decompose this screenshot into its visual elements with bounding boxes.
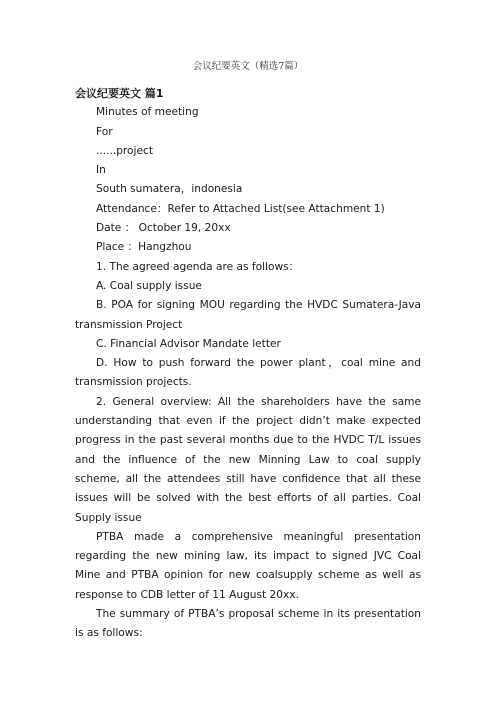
paragraph: PTBA made a comprehensive meaningful presentation regarding the new mining law, its impact to signed JVC Coal Mine and PTBA opinion for new coalsupply scheme as well as response to CDB letter of 11 August 20xx. [75, 530, 421, 601]
paragraph: 1. The agreed agenda are as follows： [96, 260, 300, 273]
paragraph: B. POA for signing MOU regarding the HVDC Sumatera-Java transmission Project [75, 299, 421, 331]
paragraph: Attendance：Refer to Attached List(see Attachment 1) [96, 202, 385, 215]
paragraph: South sumatera，indonesia [96, 183, 243, 196]
section-heading: 会议纪要英文 篇1 [75, 87, 164, 100]
paragraph: Minutes of meeting [96, 106, 199, 119]
paragraph: ......project [96, 144, 153, 157]
paragraph: The summary of PTBA’s proposal scheme in its presentation is as follows: [75, 608, 421, 640]
document-body [75, 84, 421, 644]
paragraph: Date ： October 19, 20xx [96, 222, 231, 235]
paragraph: 2. General overview: All the shareholders have the same understanding that even if the project didn’t make expected progress in the past several months due to the HVDC T/L issues and the influence of the new Minning Law to coal supply scheme, all the attendees still have confidence that all these issues will be solved with the best efforts of all parties. Coal Supply issue [75, 395, 421, 524]
paragraph: A. Coal supply issue [96, 279, 202, 292]
paragraph: D. How to push forward the power plant，coal mine and transmission projects. [75, 357, 421, 389]
page-header: 会议纪要英文（精选7篇） [192, 61, 304, 72]
paragraph: In [96, 164, 106, 177]
paragraph: C. Financial Advisor Mandate letter [96, 337, 281, 350]
paragraph: Place ：Hangzhou [96, 241, 192, 254]
paragraph: For [96, 125, 113, 138]
